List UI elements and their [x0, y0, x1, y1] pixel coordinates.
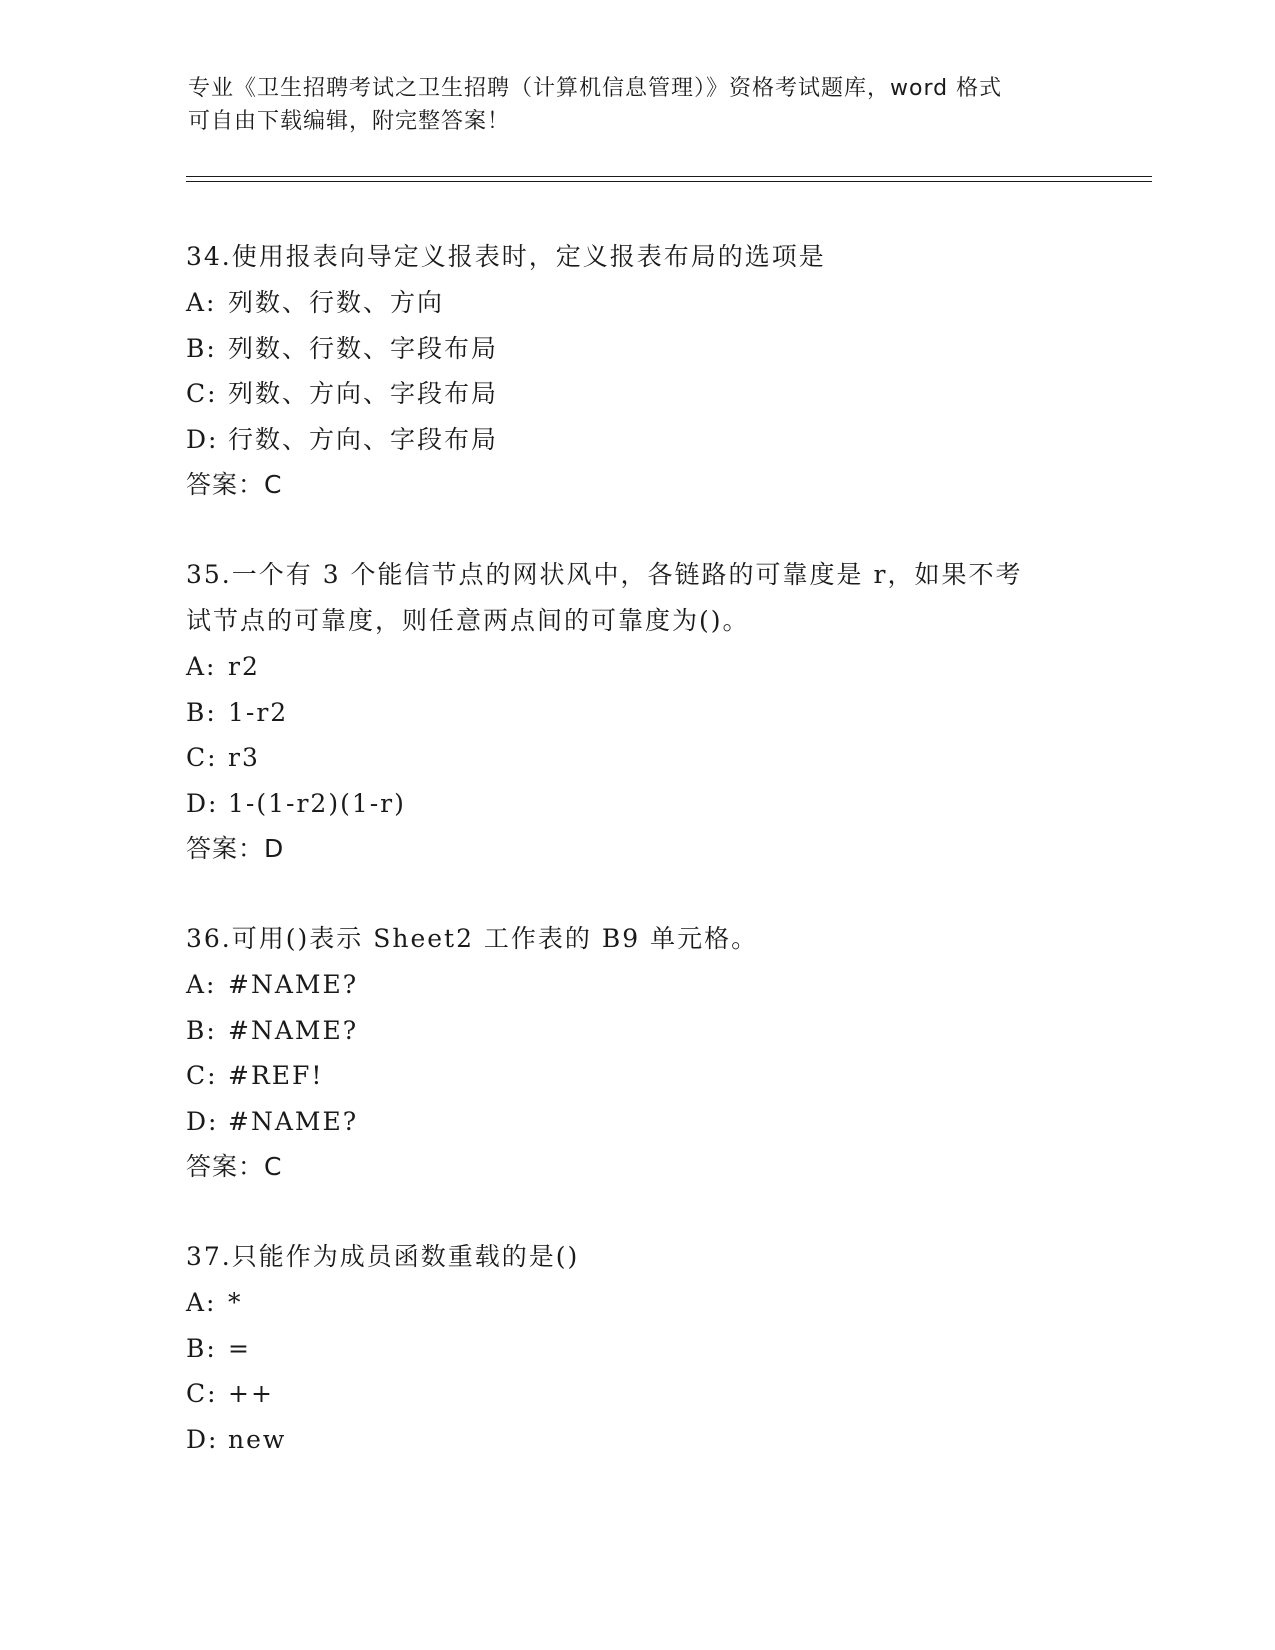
option-a	[186, 1280, 1086, 1326]
option-text: 1-r2	[228, 697, 289, 727]
option-text: *	[228, 1288, 243, 1317]
header-divider-bottom	[186, 181, 1152, 182]
option-c	[186, 371, 1086, 417]
option-label: A:	[186, 288, 217, 317]
question-34	[186, 234, 1086, 507]
option-a	[186, 962, 1086, 1008]
option-label: C:	[186, 379, 218, 408]
option-label: B:	[186, 1333, 217, 1363]
option-text: ++	[228, 1379, 274, 1408]
option-label: A:	[186, 970, 217, 999]
question-list	[186, 234, 1086, 1462]
option-d	[186, 1417, 1086, 1463]
option-label: A:	[186, 652, 217, 681]
option-c	[186, 1371, 1086, 1417]
option-c	[186, 1053, 1086, 1099]
option-b	[186, 326, 1086, 372]
question-title: 37.只能作为成员函数重载的是()	[186, 1242, 580, 1271]
option-text: 列数、行数、字段布局	[228, 333, 499, 363]
question-title-line-2: 试节点的可靠度，则任意两点间的可靠度为()。	[186, 606, 750, 635]
option-d	[186, 1099, 1086, 1145]
option-a	[186, 280, 1086, 326]
question-37	[186, 1234, 1086, 1462]
option-label: A:	[186, 1288, 217, 1317]
option-text: 行数、方向、字段布局	[228, 424, 499, 454]
option-text: r2	[228, 652, 260, 681]
question-title: 36.可用()表示 Sheet2 工作表的 B9 单元格。	[186, 924, 759, 953]
header-divider-top	[186, 176, 1152, 177]
question-title: 34.使用报表向导定义报表时，定义报表布局的选项是	[186, 242, 826, 271]
answer: 答案：C	[186, 470, 283, 499]
option-text: #REF!	[228, 1061, 324, 1090]
option-label: D:	[186, 424, 219, 454]
option-text: #NAME?	[228, 970, 359, 999]
header-line-2: 可自由下载编辑，附完整答案！	[188, 109, 511, 134]
option-c	[186, 735, 1086, 781]
question-spacer	[186, 1189, 1086, 1234]
option-label: B:	[186, 333, 217, 363]
option-label: D:	[186, 1424, 219, 1454]
option-d	[186, 417, 1086, 463]
option-a	[186, 644, 1086, 690]
option-text: #NAME?	[228, 1106, 359, 1136]
question-spacer	[186, 871, 1086, 916]
answer: 答案：D	[186, 834, 285, 863]
option-d	[186, 781, 1086, 827]
option-label: C:	[186, 1061, 218, 1090]
option-b	[186, 1008, 1086, 1054]
question-spacer	[186, 507, 1086, 552]
option-label: D:	[186, 1106, 219, 1136]
question-35	[186, 552, 1086, 871]
option-label: B:	[186, 697, 217, 727]
question-title-line-1: 35.一个有 3 个能信节点的网状风中，各链路的可靠度是 r，如果不考	[186, 560, 1023, 589]
option-text: #NAME?	[228, 1015, 359, 1045]
header-line-1: 专业《卫生招聘考试之卫生招聘（计算机信息管理）》资格考试题库，word 格式	[188, 76, 1003, 101]
option-text: =	[228, 1333, 251, 1363]
answer: 答案：C	[186, 1152, 283, 1181]
document-header	[188, 72, 1068, 138]
option-text: 列数、行数、方向	[228, 288, 445, 317]
option-label: C:	[186, 743, 218, 772]
option-label: D:	[186, 788, 219, 818]
question-36	[186, 916, 1086, 1189]
option-text: 列数、方向、字段布局	[228, 379, 499, 408]
option-b	[186, 690, 1086, 736]
option-text: new	[228, 1424, 287, 1454]
option-label: C:	[186, 1379, 218, 1408]
option-text: r3	[228, 743, 260, 772]
option-b	[186, 1326, 1086, 1372]
option-label: B:	[186, 1015, 217, 1045]
option-text: 1-(1-r2)(1-r)	[228, 788, 406, 818]
